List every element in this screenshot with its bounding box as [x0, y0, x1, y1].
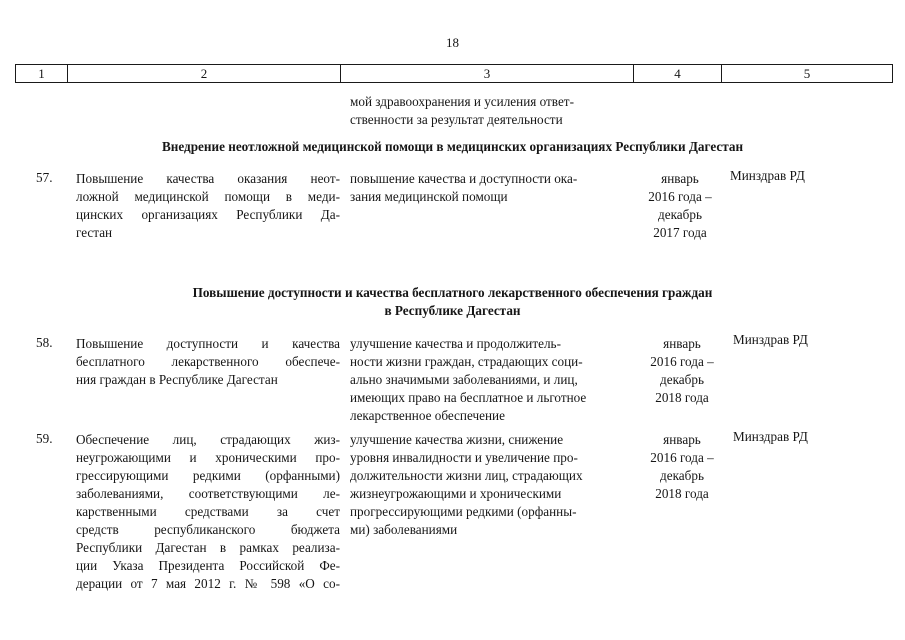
row-executor	[733, 428, 808, 446]
text-line: Минздрав РД	[730, 168, 805, 183]
column-header-3: 3	[341, 65, 634, 83]
row-period	[632, 335, 732, 407]
section-title: в Республике Дагестан	[384, 303, 521, 318]
row-period	[632, 431, 732, 503]
text-line: декабрь	[660, 468, 704, 483]
text-line: декабрь	[658, 207, 702, 222]
row-measure	[76, 431, 340, 593]
text-line: Повышение доступности и качества	[76, 336, 340, 351]
text-line: январь	[663, 336, 701, 351]
text-line: Минздрав РД	[733, 429, 808, 444]
text-line: январь	[661, 171, 699, 186]
row-number: 58.	[36, 335, 53, 350]
text-line: уровня инвалидности и увеличение про-	[350, 450, 578, 465]
column-header-1: 1	[16, 65, 68, 83]
text-line: бесплатного лекарственного обеспече-	[76, 354, 340, 369]
page-number: 18	[446, 35, 459, 50]
row-period	[630, 170, 730, 242]
column-header-row	[15, 64, 893, 83]
text-line: ции Указа Президента Российской Фе-	[76, 558, 340, 573]
text-line: средств республиканского бюджета	[76, 522, 340, 537]
text-line: январь	[663, 432, 701, 447]
text-line: улучшение качества жизни, снижение	[350, 432, 564, 447]
column-header-4: 4	[634, 65, 722, 83]
text-line: лекарственное обеспечение	[350, 408, 505, 423]
text-line: неугрожающими и хроническими про-	[76, 450, 340, 465]
column-header-2: 2	[68, 65, 341, 83]
text-line: 2016 года –	[650, 450, 714, 465]
text-line: дерации от 7 мая 2012 г. № 598 «О со-	[76, 576, 340, 591]
row-number: 57.	[36, 170, 53, 185]
text-line: ности жизни граждан, страдающих соци-	[350, 354, 583, 369]
text-line: ственности за результат деятельности	[350, 112, 563, 127]
text-line: Республики Дагестан в рамках реализа-	[76, 540, 340, 555]
text-line: ния граждан в Республике Дагестан	[76, 372, 278, 387]
text-line: ми) заболеваниями	[350, 522, 458, 537]
row-executor	[730, 167, 805, 185]
text-line: грессирующими редкими (орфанными)	[76, 468, 340, 483]
text-line: гестан	[76, 225, 113, 240]
row-measure	[76, 335, 340, 389]
text-line: мой здравоохранения и усиления ответ-	[350, 94, 574, 109]
text-line: ложной медицинской помощи в меди-	[76, 189, 340, 204]
text-line: прогрессирующими редкими (орфанны-	[350, 504, 577, 519]
text-line: заболеваниями, соответствующими ле-	[76, 486, 340, 501]
text-line: декабрь	[660, 372, 704, 387]
row-result	[350, 335, 586, 425]
text-line: имеющих право на бесплатное и льготное	[350, 390, 587, 405]
text-line: 2016 года –	[650, 354, 714, 369]
text-line: ально значимыми заболеваниями, и лиц,	[350, 372, 578, 387]
text-line: Минздрав РД	[733, 332, 808, 347]
text-line: улучшение качества и продолжитель-	[350, 336, 561, 351]
text-line: 2018 года	[655, 390, 709, 405]
continuation-text	[350, 93, 574, 129]
text-line: повышение качества и доступности ока-	[350, 171, 578, 186]
row-result	[350, 170, 577, 206]
text-line: 2018 года	[655, 486, 709, 501]
text-line: цинских организациях Республики Да-	[76, 207, 340, 222]
text-line: 2017 года	[653, 225, 707, 240]
text-line: зания медицинской помощи	[350, 189, 508, 204]
row-result	[350, 431, 583, 539]
section-title: Повышение доступности и качества бесплатного лекарственного обеспечения граждан	[192, 285, 713, 300]
row-executor	[733, 331, 808, 349]
text-line: должительности жизни лиц, страдающих	[350, 468, 583, 483]
text-line: Повышение качества оказания неот-	[76, 171, 340, 186]
column-header-5: 5	[722, 65, 893, 83]
row-number: 59.	[36, 431, 53, 446]
text-line: 2016 года –	[648, 189, 712, 204]
row-measure	[76, 170, 340, 242]
text-line: карственными средствами за счет	[76, 504, 340, 519]
text-line: Обеспечение лиц, страдающих жиз-	[76, 432, 340, 447]
text-line: жизнеугрожающими и хроническими	[350, 486, 562, 501]
section-title: Внедрение неотложной медицинской помощи в медицинских организациях Республики Дагестан	[161, 139, 744, 154]
